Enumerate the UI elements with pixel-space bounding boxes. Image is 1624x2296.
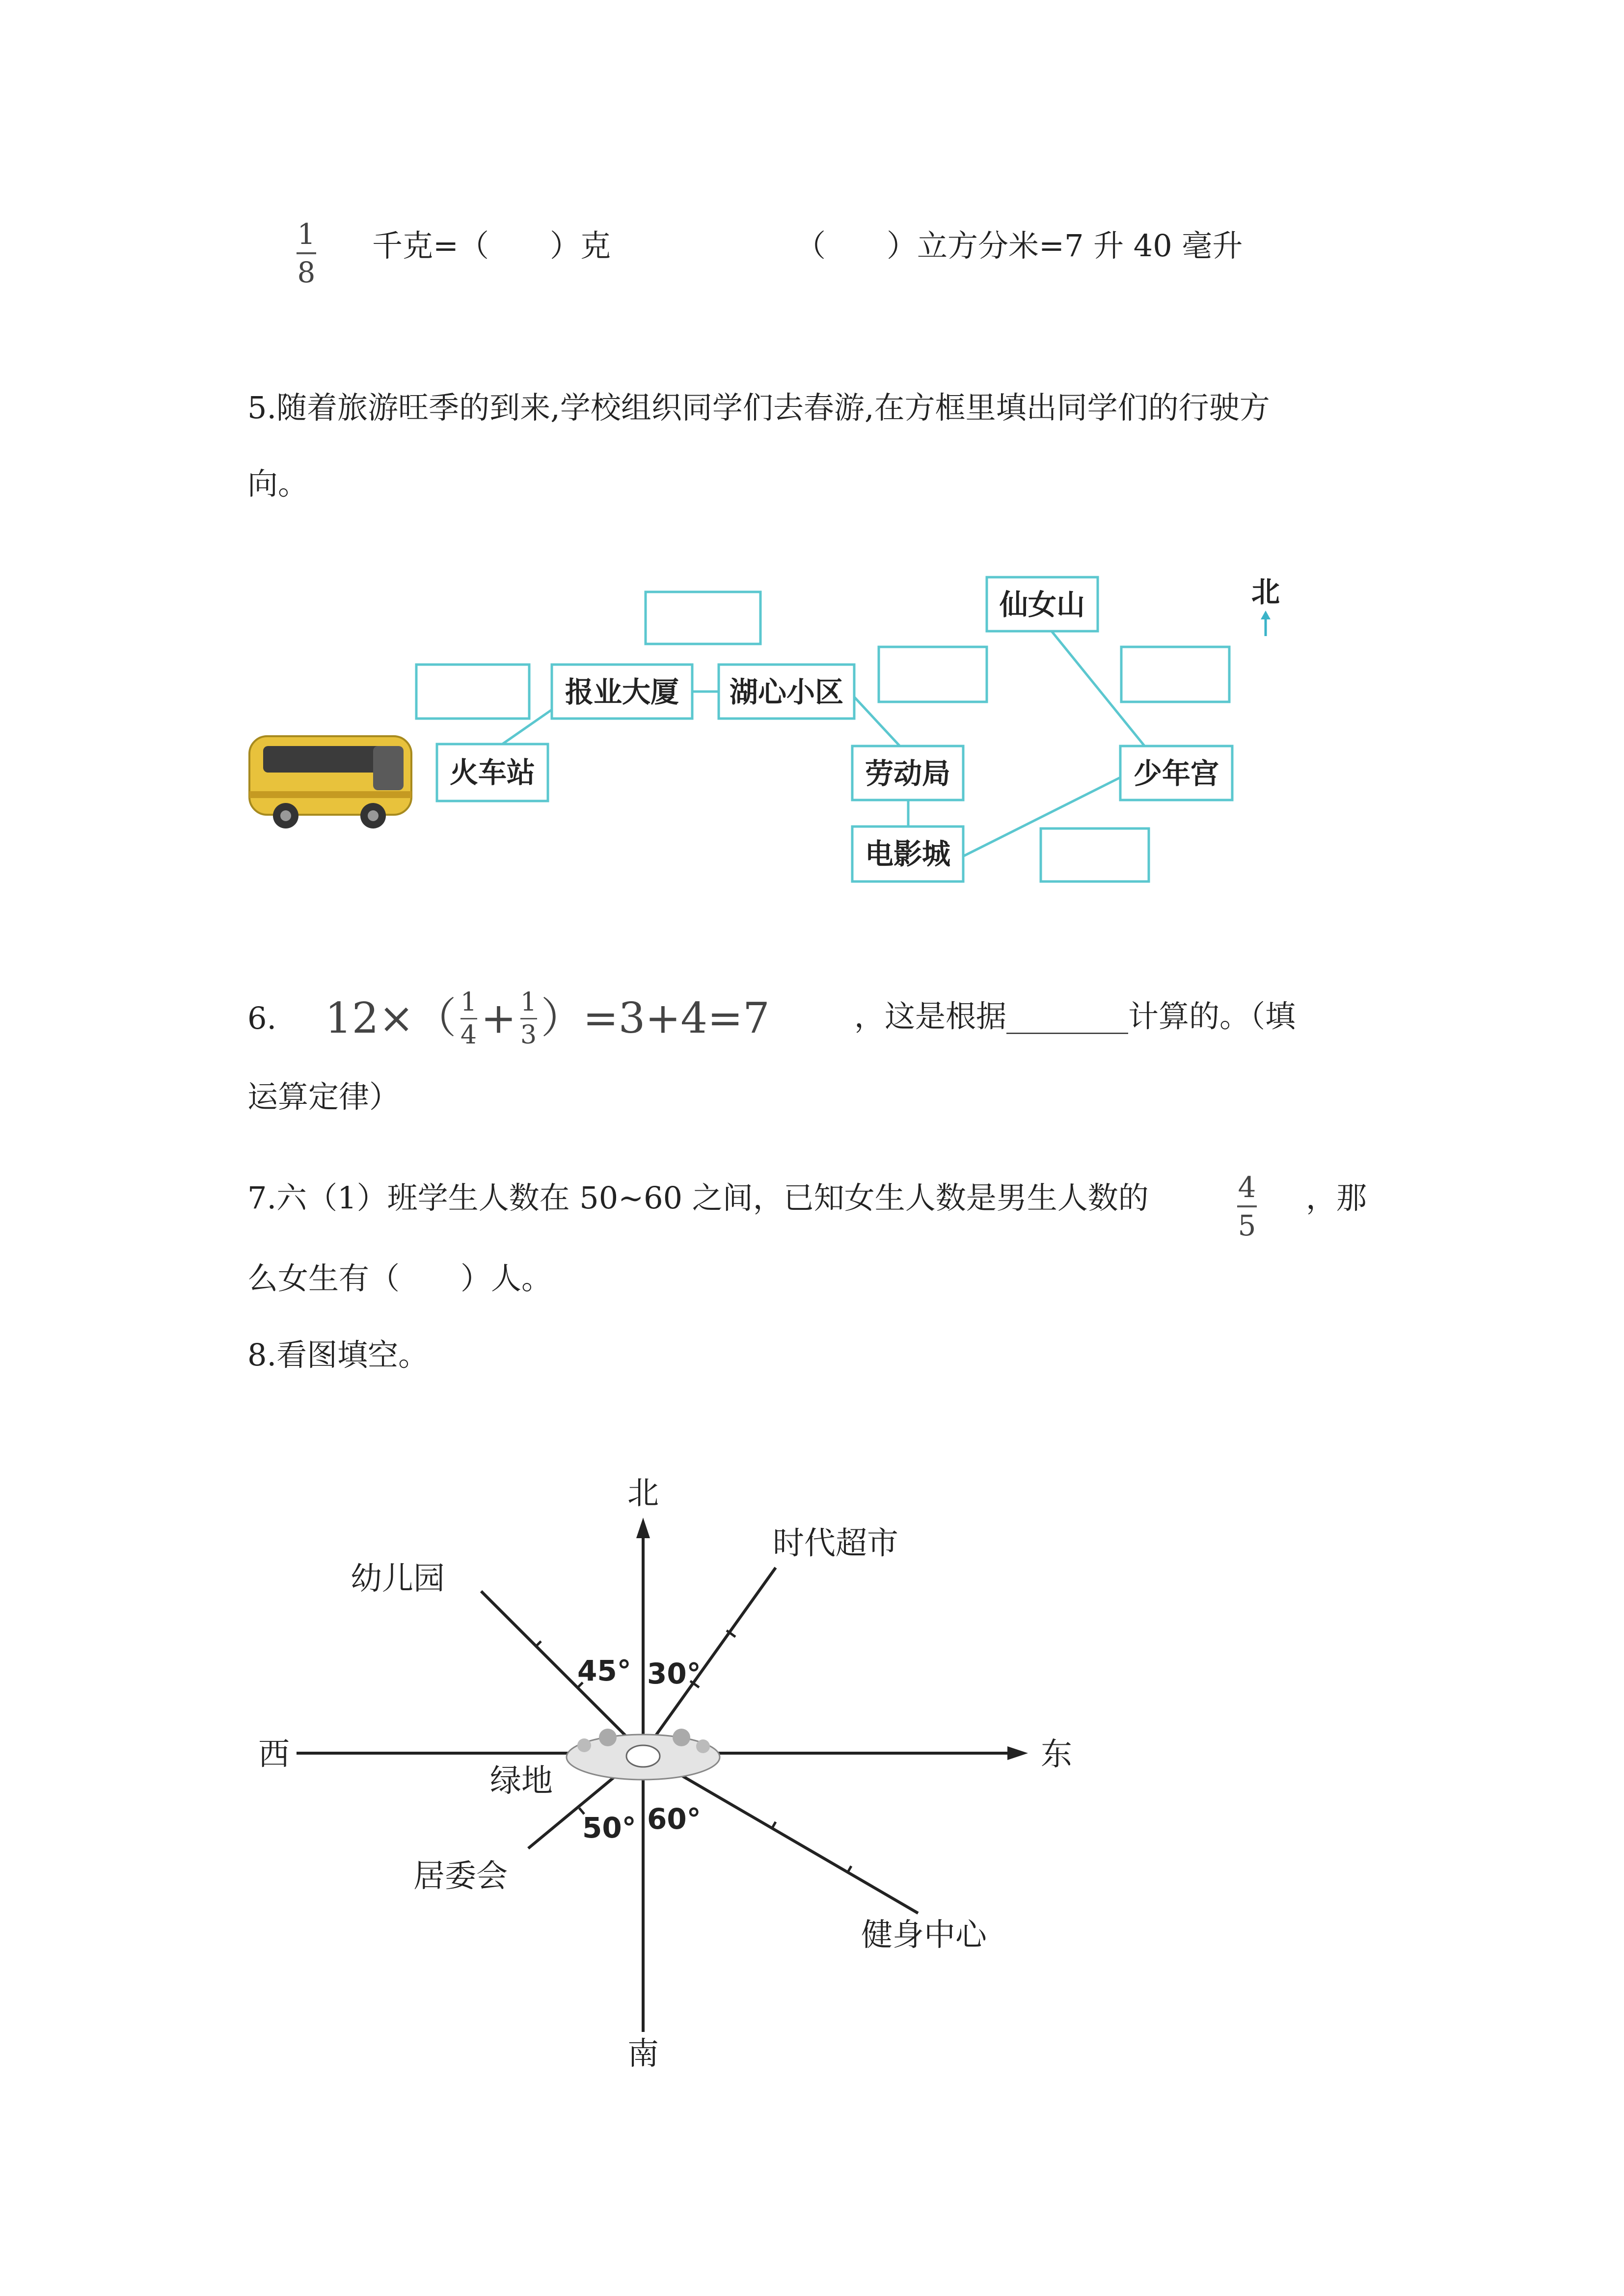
place-label-dianyingcheng: 电影城	[865, 837, 951, 871]
angle-label-youeryuan: 45°	[577, 1654, 631, 1687]
q6-text-line2: 运算定律）	[247, 1079, 400, 1115]
q4-volume: （ ）立方分米=7 升 40 毫升	[795, 228, 1243, 264]
q7-text-a: 7.六（1）班学生人数在 50~60 之间，已知女生人数是男生人数的	[247, 1180, 1149, 1216]
fraction-bar	[297, 252, 316, 254]
north-arrow-icon	[1261, 611, 1271, 636]
q7-text-b: ，那	[1306, 1180, 1367, 1216]
q4-kg-to-g: 千克=（ ）克	[372, 228, 611, 264]
fraction-bar	[520, 1018, 537, 1019]
place-label-shaoniangong: 少年宫	[1133, 757, 1219, 790]
q6-fraction-quarter	[460, 989, 477, 1048]
place-label-xiannvshan: 仙女山	[999, 588, 1085, 621]
answer-box-left[interactable]	[416, 665, 529, 719]
fraction-bar	[1237, 1205, 1257, 1207]
q6-fraction-third	[520, 989, 537, 1048]
q5-text-line2: 向。	[247, 466, 309, 502]
compass-south-label: 南	[627, 2036, 659, 2072]
bus-icon	[249, 736, 411, 828]
place-label-huochezhan: 火车站	[449, 756, 536, 789]
fraction-four-fifths	[1237, 1173, 1257, 1240]
angle-label-shidai: 30°	[647, 1657, 701, 1690]
north-label: 北	[1251, 575, 1280, 609]
fraction-denominator: 3	[520, 1020, 537, 1050]
compass-north-label: 北	[627, 1475, 659, 1512]
fraction-denominator: 8	[297, 256, 316, 289]
compass-diagram	[0, 1443, 1624, 2101]
compass-center-label: 绿地	[490, 1763, 553, 1799]
q6-formula	[325, 982, 770, 1055]
q7-text-line2: 么女生有（ ）人。	[247, 1260, 552, 1296]
place-label-baoye: 报业大厦	[565, 675, 679, 709]
place-label-juweihui: 居委会	[413, 1858, 508, 1895]
place-label-shidai: 时代超市	[773, 1525, 898, 1562]
q5-text-line1: 5.随着旅游旺季的到来,学校组织同学们去春游,在方框里填出同学们的行驶方	[247, 390, 1270, 426]
compass-west-label: 西	[258, 1736, 290, 1773]
fraction-numerator: 1	[520, 987, 537, 1017]
answer-box-top[interactable]	[646, 592, 760, 644]
answer-box-right[interactable]	[1121, 647, 1229, 702]
q8-title: 8.看图填空。	[247, 1337, 429, 1373]
east-arrow-icon	[1007, 1746, 1028, 1760]
q6-formula-plus: +	[481, 994, 516, 1043]
fraction-bar	[460, 1018, 477, 1019]
route-map	[0, 540, 1624, 913]
q6-text-line1: ，这是根据________计算的。（填	[854, 998, 1296, 1034]
fraction-numerator: 4	[1238, 1171, 1256, 1204]
fraction-one-eighth	[297, 217, 316, 289]
north-arrow-icon	[636, 1518, 650, 1538]
fraction-numerator: 1	[297, 217, 316, 251]
place-label-jianshen: 健身中心	[861, 1917, 987, 1953]
compass-east-label: 东	[1041, 1736, 1072, 1773]
place-label-huxin: 湖心小区	[729, 675, 844, 709]
q6-formula-lead: 12×（	[325, 994, 457, 1043]
answer-box-middle[interactable]	[879, 647, 987, 702]
fraction-denominator: 5	[1238, 1209, 1256, 1242]
park-icon	[567, 1729, 720, 1780]
q6-formula-tail: ）=3+4=7	[541, 994, 770, 1043]
angle-label-jianshen: 60°	[647, 1802, 701, 1836]
q6-number: 6.	[247, 1000, 277, 1036]
answer-box-bottom[interactable]	[1041, 828, 1149, 881]
angle-label-juweihui: 50°	[582, 1811, 636, 1844]
fraction-denominator: 4	[460, 1020, 477, 1050]
place-label-laodongju: 劳动局	[865, 757, 951, 790]
fraction-numerator: 1	[460, 987, 477, 1017]
place-label-youeryuan: 幼儿园	[351, 1561, 445, 1597]
